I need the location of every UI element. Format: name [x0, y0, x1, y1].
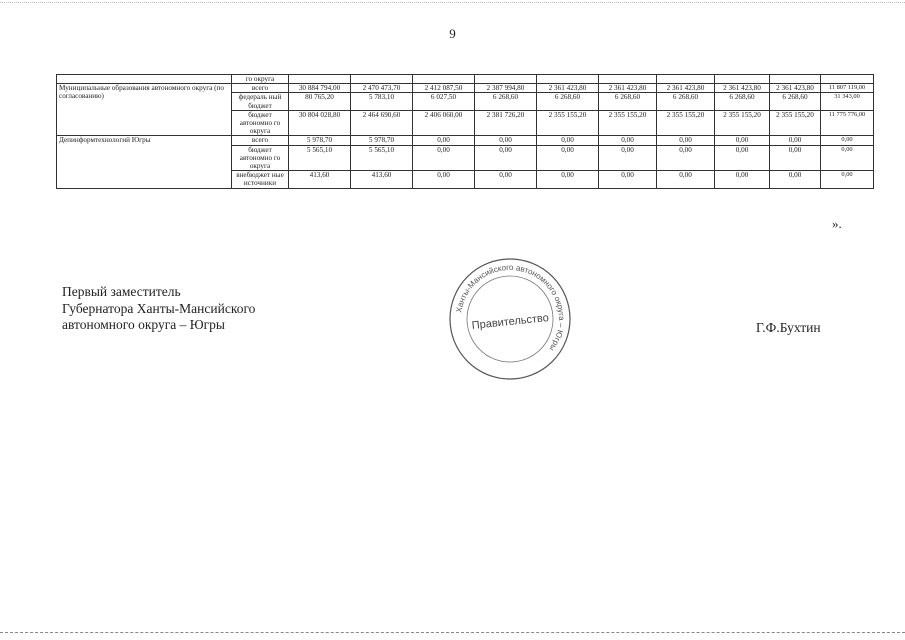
table-cell-value: 0,00 [537, 145, 599, 171]
table-cell-value: 2 361 423,80 [657, 84, 715, 93]
table-cell-value: 6 268,60 [657, 93, 715, 110]
table-cell [413, 75, 475, 84]
table-cell-value: 2 387 994,80 [475, 84, 537, 93]
table-cell-value: 30 804 028,80 [289, 110, 351, 136]
table-cell-value: 0,00 [413, 136, 475, 145]
table-cell-source: федераль ный бюджет [232, 93, 289, 110]
table-cell-value: 0,00 [413, 145, 475, 171]
bottom-scan-edge [0, 632, 905, 633]
table-cell-organization: Муниципальные образования автономного округа (по согласованию) [57, 84, 232, 136]
table-cell-value: 2 406 060,00 [413, 110, 475, 136]
table-cell-source: бюджет автономно го округа [232, 145, 289, 171]
table-cell-source: всего [232, 84, 289, 93]
table-cell-source: всего [232, 136, 289, 145]
table-cell-source: бюджет автономно го округа [232, 110, 289, 136]
table-cell-value: 0,00 [657, 145, 715, 171]
table-cell [537, 75, 599, 84]
table-cell-value: 2 361 423,80 [715, 84, 770, 93]
table-cell-value: 2 355 155,20 [657, 110, 715, 136]
page-number: 9 [449, 26, 456, 41]
table-cell [657, 75, 715, 84]
table-cell-value: 2 361 423,80 [599, 84, 657, 93]
table-cell-value: 0,00 [770, 145, 821, 171]
table-cell [599, 75, 657, 84]
table-cell-value: 0,00 [821, 136, 874, 145]
signatory-title-line: Первый заместитель [62, 284, 181, 299]
seal-center-text: Правительство [471, 311, 550, 332]
signatory-title [62, 284, 255, 334]
table-cell-value: 30 884 794,00 [289, 84, 351, 93]
table-cell-value: 6 268,60 [715, 93, 770, 110]
table-cell-value: 2 464 690,60 [351, 110, 413, 136]
top-scan-edge [0, 2, 905, 3]
signatory-title-line: автономного округа – Югры [62, 317, 225, 332]
table-cell-value: 6 268,60 [475, 93, 537, 110]
table-cell-value: 5 978,70 [351, 136, 413, 145]
table-cell-value: 5 978,70 [289, 136, 351, 145]
table-cell-value: 0,00 [657, 136, 715, 145]
table-cell-value: 0,00 [537, 171, 599, 188]
table-cell-value: 2 412 087,50 [413, 84, 475, 93]
table-cell-value: 11 807 119,00 [821, 84, 874, 93]
table-cell-source: внебюджет ные источники [232, 171, 289, 188]
table-cell-value: 5 565,10 [289, 145, 351, 171]
signatory-name: Г.Ф.Бухтин [756, 320, 821, 335]
table-cell [351, 75, 413, 84]
table-cell-value: 413,60 [351, 171, 413, 188]
table-cell-value: 0,00 [715, 171, 770, 188]
table-cell-value: 0,00 [599, 136, 657, 145]
table-cell-value: 31 343,00 [821, 93, 874, 110]
table-cell-value: 2 355 155,20 [715, 110, 770, 136]
table-cell-value: 2 470 473,70 [351, 84, 413, 93]
table-cell [475, 75, 537, 84]
table-cell-value: 2 381 726,20 [475, 110, 537, 136]
table-cell-value: 80 765,20 [289, 93, 351, 110]
table-row [57, 84, 874, 93]
table-cell-value: 0,00 [715, 136, 770, 145]
table-cell-value: 0,00 [770, 171, 821, 188]
budget-table [56, 74, 874, 189]
table-cell-value: 413,60 [289, 171, 351, 188]
table-cell-source: го округа [232, 75, 289, 84]
table-cell-value: 6 268,60 [599, 93, 657, 110]
table-cell-value: 0,00 [770, 136, 821, 145]
table-cell-value: 11 775 776,00 [821, 110, 874, 136]
table-cell [289, 75, 351, 84]
table-cell-value: 0,00 [821, 171, 874, 188]
table-cell-value: 2 355 155,20 [537, 110, 599, 136]
table-row [57, 75, 874, 84]
table-cell-value: 2 355 155,20 [599, 110, 657, 136]
table-cell-value: 0,00 [821, 145, 874, 171]
table-cell-value: 6 268,60 [537, 93, 599, 110]
table-cell-value: 0,00 [599, 171, 657, 188]
table-cell-value: 5 783,10 [351, 93, 413, 110]
table-cell-organization: Депинформтехнологий Югры [57, 136, 232, 188]
official-seal [446, 255, 574, 383]
table-cell-value: 5 565,10 [351, 145, 413, 171]
table-cell [821, 75, 874, 84]
table-cell-value: 0,00 [657, 171, 715, 188]
table-cell-value: 0,00 [413, 171, 475, 188]
table-cell-value: 0,00 [475, 136, 537, 145]
table-cell-value: 2 361 423,80 [537, 84, 599, 93]
table-cell-value: 0,00 [715, 145, 770, 171]
table-cell-value: 2 355 155,20 [770, 110, 821, 136]
table-cell-value: 0,00 [475, 145, 537, 171]
table-cell-value: 6 027,50 [413, 93, 475, 110]
closing-quote: ». [832, 216, 842, 231]
seal-ring-text: Ханты-Мансийского автономного округа – Югры [454, 262, 567, 353]
table-cell [57, 75, 232, 84]
table-row [57, 136, 874, 145]
table-cell [715, 75, 770, 84]
table-cell [770, 75, 821, 84]
table-cell-value: 0,00 [537, 136, 599, 145]
table-cell-value: 0,00 [475, 171, 537, 188]
table-cell-value: 6 268,60 [770, 93, 821, 110]
signatory-title-line: Губернатора Ханты-Мансийского [62, 300, 256, 316]
table-cell-value: 2 361 423,80 [770, 84, 821, 93]
table-cell-value: 0,00 [599, 145, 657, 171]
